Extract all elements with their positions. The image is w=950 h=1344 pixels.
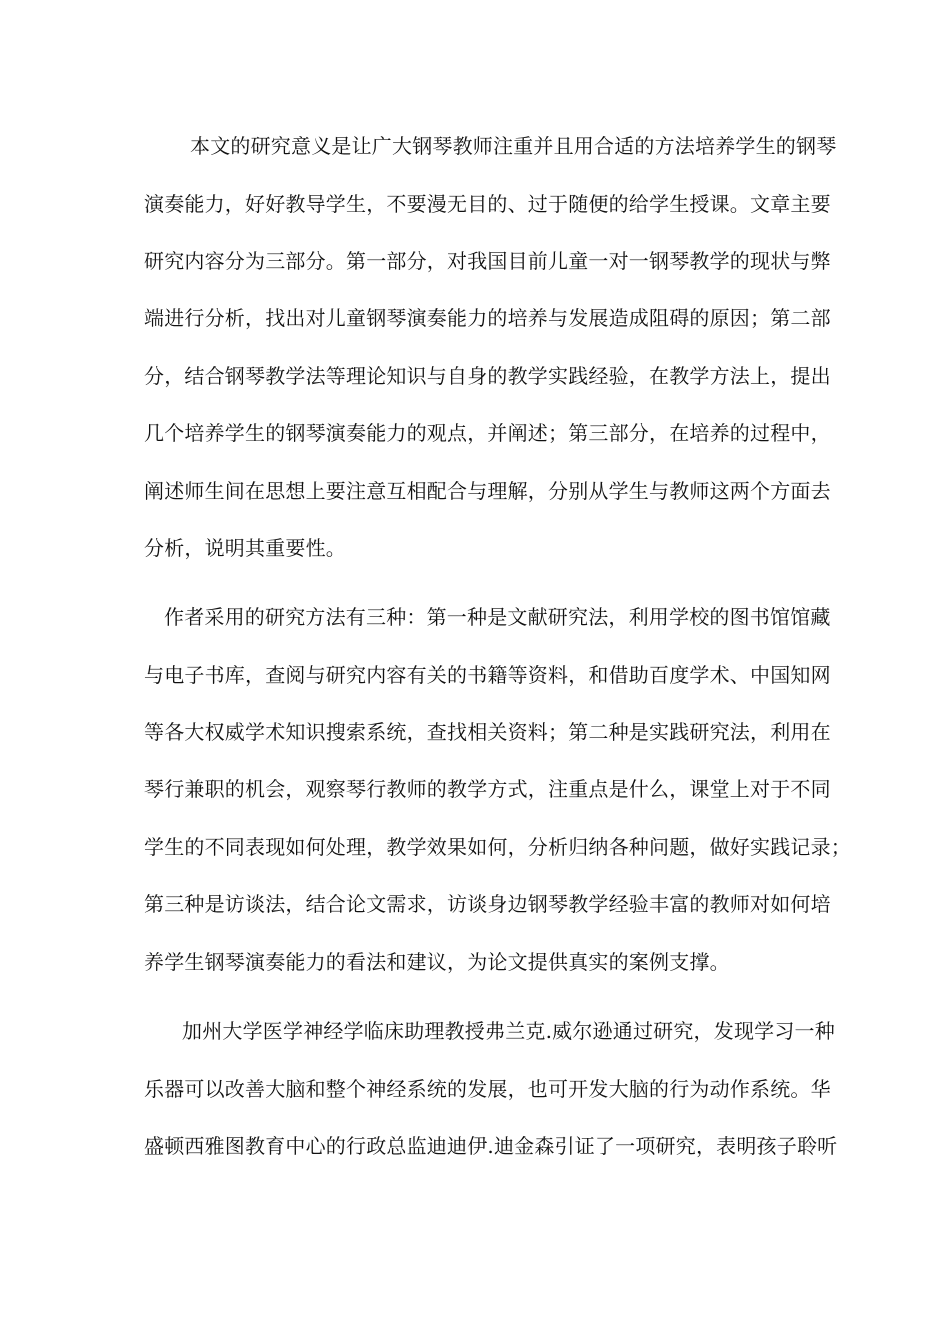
text-line: 加州大学医学神经学临床助理教授弗兰克.威尔逊通过研究，发现学习一种 [182, 1019, 835, 1043]
text-line: 阐述师生间在思想上要注意互相配合与理解，分别从学生与教师这两个方面去 [144, 479, 831, 503]
text-line: 端进行分析，找出对儿童钢琴演奏能力的培养与发展造成阻碍的原因；第二部 [144, 306, 831, 330]
text-line: 演奏能力，好好教导学生，不要漫无目的、过于随便的给学生授课。文章主要 [144, 192, 831, 216]
text-line: 养学生钢琴演奏能力的看法和建议，为论文提供真实的案例支撑。 [144, 950, 730, 974]
text-line: 作者采用的研究方法有三种：第一种是文献研究法，利用学校的图书馆馆藏 [164, 605, 831, 629]
text-line: 盛顿西雅图教育中心的行政总监迪迪伊.迪金森引证了一项研究，表明孩子聆听 [144, 1134, 838, 1158]
text-line: 学生的不同表现如何处理，教学效果如何，分析归纳各种问题，做好实践记录； [144, 835, 851, 859]
text-line: 与电子书库，查阅与研究内容有关的书籍等资料，和借助百度学术、中国知网 [144, 663, 831, 687]
text-line: 本文的研究意义是让广大钢琴教师注重并且用合适的方法培养学生的钢琴 [190, 134, 837, 158]
text-line: 等各大权威学术知识搜索系统，查找相关资料；第二种是实践研究法，利用在 [144, 720, 831, 744]
text-line: 乐器可以改善大脑和整个神经系统的发展，也可开发大脑的行为动作系统。华 [144, 1077, 831, 1101]
text-line: 研究内容分为三部分。第一部分，对我国目前儿童一对一钢琴教学的现状与弊 [144, 249, 831, 273]
text-line: 几个培养学生的钢琴演奏能力的观点，并阐述；第三部分，在培养的过程中， [144, 421, 831, 445]
text-line: 第三种是访谈法，结合论文需求，访谈身边钢琴教学经验丰富的教师对如何培 [144, 892, 831, 916]
text-line: 分，结合钢琴教学法等理论知识与自身的教学实践经验，在教学方法上，提出 [144, 364, 831, 388]
text-line: 琴行兼职的机会，观察琴行教师的教学方式，注重点是什么，课堂上对于不同 [144, 777, 831, 801]
text-line: 分析，说明其重要性。 [144, 536, 346, 560]
